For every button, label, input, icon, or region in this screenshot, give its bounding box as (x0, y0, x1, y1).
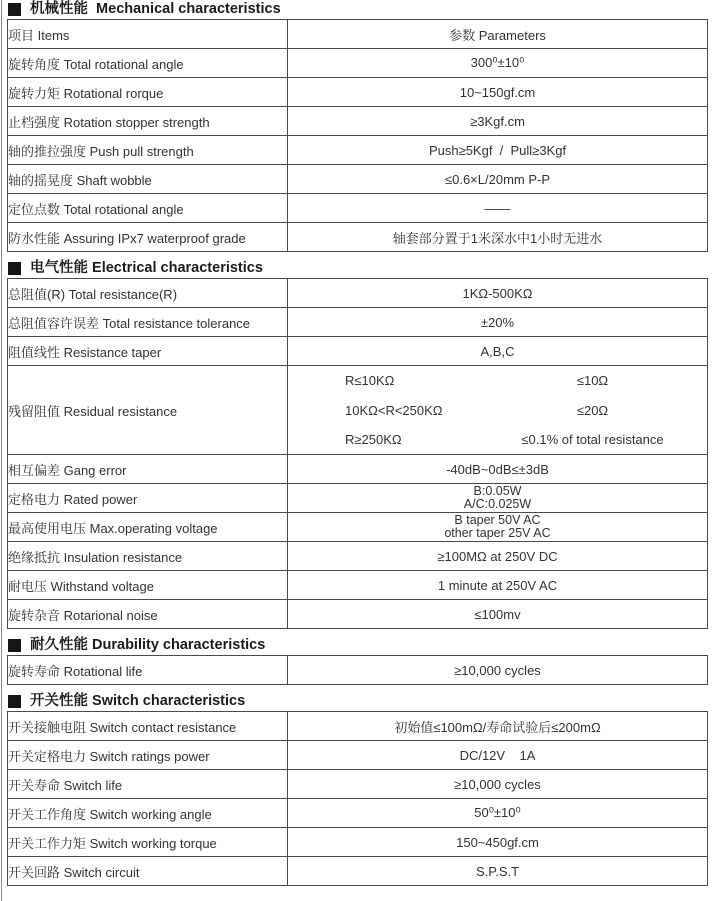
table-row (8, 571, 708, 600)
param-cell: A,B,C (288, 337, 708, 366)
section-title (8, 693, 715, 709)
section-title-text: 电气性能 Electrical characteristics (30, 260, 263, 276)
table-row (8, 223, 708, 252)
param-cell: ≤100mv (288, 600, 708, 629)
param-line: B taper 50V AC (454, 512, 541, 527)
param-cell: ≥10,000 cycles (288, 656, 708, 685)
resistance-limit: ≤0.1% of total resistance (521, 431, 664, 447)
item-cell: 开关工作力矩 Switch working torque (8, 828, 288, 857)
residual-sub-row (288, 395, 707, 424)
item-cell: 总阻值容许误差 Total resistance tolerance (8, 308, 288, 337)
item-cell: 开关定格电力 Switch ratings power (8, 741, 288, 770)
item-cell: 轴的摇晃度 Shaft wobble (8, 165, 288, 194)
param-cell (288, 513, 708, 542)
table-row (8, 279, 708, 308)
table-row (8, 542, 708, 571)
param-cell: DC/12V 1A (288, 741, 708, 770)
param-cell (288, 484, 708, 513)
spec-table-body (8, 20, 708, 252)
item-cell: 定格电力 Rated power (8, 484, 288, 513)
table-row (8, 741, 708, 770)
spec-table (7, 711, 708, 886)
table-row (8, 600, 708, 629)
param-cell (288, 366, 708, 455)
header-items-cell: 项目 Items (8, 20, 288, 49)
residual-sub-row (288, 366, 707, 395)
table-row (8, 308, 708, 337)
section-bullet-icon (8, 3, 21, 16)
param-cell: 1KΩ-500KΩ (288, 279, 708, 308)
param-cell: 1 minute at 250V AC (288, 571, 708, 600)
table-row (8, 799, 708, 828)
param-cell: ±20% (288, 308, 708, 337)
table-row (8, 78, 708, 107)
spec-table (7, 19, 708, 252)
table-header-row (8, 20, 708, 49)
item-cell: 旋转杂音 Rotarional noise (8, 600, 288, 629)
item-cell: 防水性能 Assuring IPx7 waterproof grade (8, 223, 288, 252)
spec-section-switch (7, 693, 715, 886)
table-row (8, 136, 708, 165)
spec-section-durability (7, 637, 715, 685)
param-cell: S.P.S.T (288, 857, 708, 886)
spec-section-mechanical (7, 1, 715, 252)
resistance-range: R≤10KΩ (345, 373, 395, 389)
item-cell: 定位点数 Total rotational angle (8, 194, 288, 223)
residual-sub-row (288, 425, 707, 454)
param-cell: 轴套部分置于1米深水中1小时无进水 (288, 223, 708, 252)
item-cell: 总阻值(R) Total resistance(R) (8, 279, 288, 308)
param-cell: ≥100MΩ at 250V DC (288, 542, 708, 571)
section-title-text: 开关性能 Switch characteristics (30, 693, 246, 710)
section-bullet-icon (8, 639, 21, 652)
param-line: other taper 25V AC (444, 526, 551, 541)
table-row (8, 366, 708, 455)
param-cell: 10~150gf.cm (288, 78, 708, 107)
spec-table (7, 655, 708, 685)
page-left-border (1, 0, 2, 901)
param-line: A/C:0.025W (463, 497, 532, 512)
param-line: B:0.05W (473, 483, 522, 498)
item-cell: 阻值线性 Resistance taper (8, 337, 288, 366)
item-cell: 开关回路 Switch circuit (8, 857, 288, 886)
item-cell: 旋转力矩 Rotational rorque (8, 78, 288, 107)
item-cell: 最高使用电压 Max.operating voltage (8, 513, 288, 542)
param-cell: ≤0.6×L/20mm P-P (288, 165, 708, 194)
item-cell: 耐电压 Withstand voltage (8, 571, 288, 600)
param-cell: 300⁰±10⁰ (288, 49, 708, 78)
param-cell: Push≥5Kgf / Pull≥3Kgf (288, 136, 708, 165)
table-row (8, 337, 708, 366)
resistance-range: R≥250KΩ (345, 431, 402, 447)
table-row (8, 49, 708, 78)
table-row (8, 165, 708, 194)
param-cell: 初始值≤100mΩ/寿命试验后≤200mΩ (288, 712, 708, 741)
table-row (8, 194, 708, 223)
resistance-limit: ≤20Ω (576, 402, 609, 418)
param-cell: 50⁰±10⁰ (288, 799, 708, 828)
section-title-text: 耐久性能 Durability characteristics (30, 637, 266, 654)
table-row (8, 484, 708, 513)
section-bullet-icon (8, 695, 21, 708)
item-cell: 残留阻值 Residual resistance (8, 366, 288, 455)
section-title (8, 260, 715, 276)
param-cell: ≥10,000 cycles (288, 770, 708, 799)
spec-section-electrical (7, 260, 715, 629)
section-title (8, 637, 715, 653)
param-cell: 150~450gf.cm (288, 828, 708, 857)
spec-table-body (8, 656, 708, 685)
table-row (8, 455, 708, 484)
section-title-text: 机械性能 Mechanical characteristics (30, 1, 281, 17)
item-cell: 绝缘抵抗 Insulation resistance (8, 542, 288, 571)
item-cell: 相互偏差 Gang error (8, 455, 288, 484)
section-bullet-icon (8, 262, 21, 275)
table-row (8, 857, 708, 886)
item-cell: 旋转角度 Total rotational angle (8, 49, 288, 78)
item-cell: 开关工作角度 Switch working angle (8, 799, 288, 828)
spec-table (7, 278, 708, 629)
section-title (8, 1, 715, 17)
item-cell: 止档强度 Rotation stopper strength (8, 107, 288, 136)
param-cell: -40dB~0dB≤±3dB (288, 455, 708, 484)
item-cell: 轴的推拉强度 Push pull strength (8, 136, 288, 165)
resistance-limit: ≤10Ω (576, 373, 609, 389)
spec-table-body (8, 712, 708, 886)
spec-table-body (8, 279, 708, 629)
table-row (8, 770, 708, 799)
table-row (8, 656, 708, 685)
param-cell: —— (288, 194, 708, 223)
table-row (8, 828, 708, 857)
header-params-cell: 参数 Parameters (288, 20, 708, 49)
resistance-range: 10KΩ<R<250KΩ (345, 402, 443, 418)
table-row (8, 513, 708, 542)
param-cell: ≥3Kgf.cm (288, 107, 708, 136)
item-cell: 旋转寿命 Rotational life (8, 656, 288, 685)
item-cell: 开关接触电阻 Switch contact resistance (8, 712, 288, 741)
table-row (8, 107, 708, 136)
item-cell: 开关寿命 Switch life (8, 770, 288, 799)
table-row (8, 712, 708, 741)
